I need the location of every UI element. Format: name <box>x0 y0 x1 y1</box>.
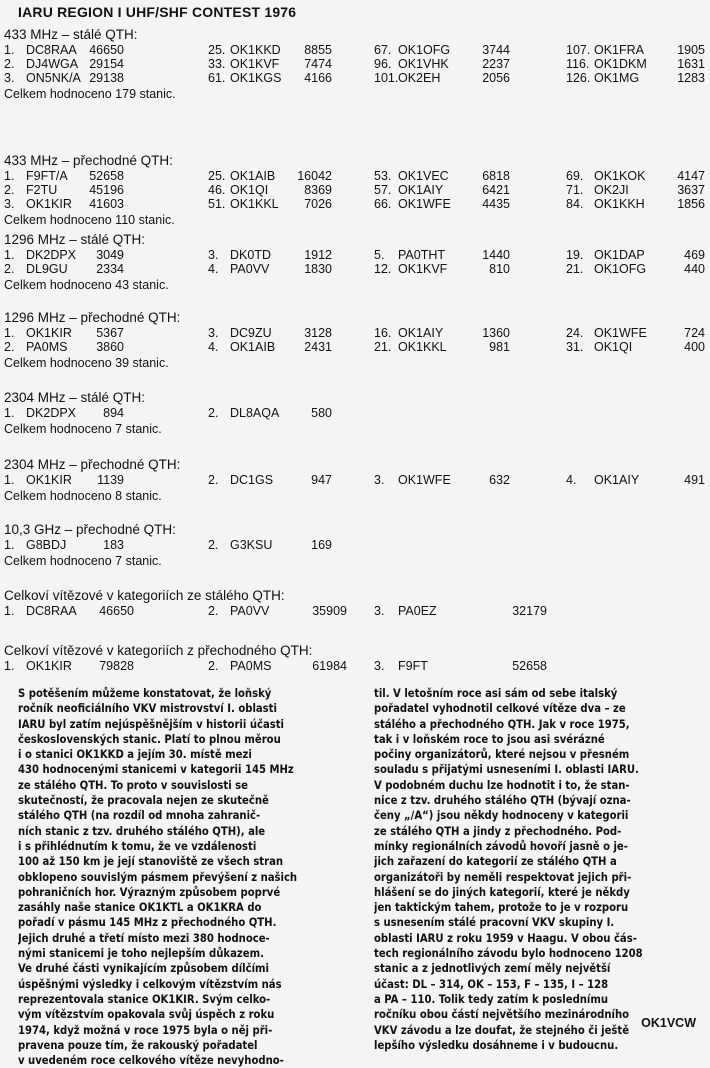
article-line: pořadí v pásmu 145 MHz z přechodného QTH. <box>18 916 277 930</box>
article-line: S potěšením můžeme konstatovat, že loňský <box>18 687 272 700</box>
section-total: Celkem hodnoceno 39 stanic. <box>4 356 169 370</box>
callsign: OK1KIR <box>26 197 72 211</box>
score: 400 <box>684 340 705 354</box>
score: 2237 <box>482 57 510 71</box>
rank: 3. <box>208 248 219 262</box>
section-header: 1296 MHz – stálé QTH: <box>4 232 146 247</box>
score: 1440 <box>482 248 510 262</box>
callsign: OK1WFE <box>594 326 647 340</box>
rank: 71. <box>566 183 584 197</box>
score: 947 <box>311 473 332 487</box>
score: 35909 <box>312 604 347 618</box>
result-row <box>0 406 710 420</box>
score: 1631 <box>677 57 705 71</box>
article-line: a PA – 110. Tolik tedy zatím k poslednímu <box>374 992 609 1006</box>
callsign: PA0THT <box>398 248 445 262</box>
article-line: 430 hodnocenými stanicemi v kategorii 145 MHz <box>18 763 294 777</box>
callsign: OK2EH <box>398 71 441 85</box>
callsign: OK1AIY <box>398 326 444 340</box>
callsign: OK1OFG <box>594 262 647 276</box>
rank: 16. <box>374 326 392 340</box>
score: 61984 <box>312 659 347 673</box>
callsign: OK1KIR <box>26 473 72 487</box>
score: 6818 <box>482 169 510 183</box>
result-row <box>0 183 710 197</box>
callsign: OK1KKH <box>594 197 645 211</box>
score: 16042 <box>297 169 332 183</box>
section-header: 433 MHz – přechodné QTH: <box>4 153 173 168</box>
rank: 67. <box>374 43 392 57</box>
callsign: DK0TD <box>230 248 271 262</box>
rank: 1. <box>4 473 15 487</box>
score: 45196 <box>89 183 124 197</box>
rank: 3. <box>374 659 385 673</box>
score: 41603 <box>89 197 124 211</box>
article-line: vým vítězstvím opakovala svůj úspěch z roku <box>18 1008 275 1022</box>
score: 183 <box>103 538 124 552</box>
section-total: Celkem hodnoceno 8 stanic. <box>4 489 162 503</box>
callsign: OK1WFE <box>398 197 451 211</box>
score: 29154 <box>89 57 124 71</box>
callsign: OK1VHK <box>398 57 449 71</box>
rank: 4. <box>208 340 219 354</box>
article-line: s usnesením stálé pracovní VKV skupiny I. <box>374 916 615 930</box>
score: 1360 <box>482 326 510 340</box>
article-line: ročník neoficiálního VKV mistrovství I. oblasti <box>18 702 277 716</box>
article-line: 1974, když možná v roce 1975 byla o něj při- <box>18 1023 273 1037</box>
rank: 1. <box>4 326 15 340</box>
article-left-column <box>18 686 355 1068</box>
article-line: pořadatel vyhodnotil celkové vítěze dva – ze <box>374 702 626 716</box>
rank: 24. <box>566 326 584 340</box>
score: 724 <box>684 326 705 340</box>
score: 1905 <box>677 43 705 57</box>
rank: 53. <box>374 169 392 183</box>
article-line: i o stanici OK1KKD a jejím 30. místě mezi <box>18 748 252 762</box>
article-line: ze stálého QTH. To proto v souvislosti se <box>18 778 248 792</box>
rank: 2. <box>4 340 15 354</box>
section-total: Celkem hodnoceno 7 stanic. <box>4 422 162 436</box>
score: 2056 <box>482 71 510 85</box>
rank: 116. <box>566 57 590 71</box>
article-line: IARU byl zatím nejúspěšnějším v historii účasti <box>18 717 284 731</box>
score: 810 <box>489 262 510 276</box>
article-line: československých stanic. Platí to plnou měrou <box>18 732 281 746</box>
result-row <box>0 659 710 673</box>
callsign: DJ4WGA <box>26 57 79 71</box>
rank: 3. <box>4 71 15 85</box>
score: 981 <box>489 340 510 354</box>
callsign: DL8AQA <box>230 406 280 420</box>
score: 169 <box>311 538 332 552</box>
section-header: Celkoví vítězové v kategoriích z přechodného QTH: <box>4 643 313 658</box>
callsign: OK1KKD <box>230 43 281 57</box>
article-right-column <box>374 686 704 1053</box>
article-line: tech regionálního závodu bylo hodnoceno 1208 <box>374 947 643 961</box>
score: 3637 <box>677 183 705 197</box>
callsign: OK1VEC <box>398 169 449 183</box>
article-line: zasáhly naše stanice OK1KTL a OK1KRA do <box>18 901 262 915</box>
rank: 3. <box>208 326 219 340</box>
callsign: OK1MG <box>594 71 640 85</box>
score: 8369 <box>304 183 332 197</box>
rank: 2. <box>208 473 219 487</box>
callsign: PA0VV <box>230 262 270 276</box>
callsign: PA0VV <box>230 604 270 618</box>
score: 469 <box>684 248 705 262</box>
score: 3128 <box>304 326 332 340</box>
rank: 33. <box>208 57 226 71</box>
article-line: Jejich druhé a třetí místo mezi 380 hodnoce- <box>18 931 270 945</box>
callsign: F2TU <box>26 183 58 197</box>
rank: 25. <box>208 169 226 183</box>
result-row <box>0 197 710 211</box>
callsign: PA0MS <box>26 340 68 354</box>
result-row <box>0 340 710 354</box>
callsign: PA0MS <box>230 659 272 673</box>
article-line: oblasti IARU z roku 1959 v Haagu. V obou čás- <box>374 931 637 945</box>
callsign: OK1FRA <box>594 43 645 57</box>
article-line: Ve druhé části vynikajícím způsobem dílčími <box>18 962 269 976</box>
callsign: OK1WFE <box>398 473 451 487</box>
rank: 2. <box>208 659 219 673</box>
score: 580 <box>311 406 332 420</box>
score: 2431 <box>304 340 332 354</box>
score: 4166 <box>304 71 332 85</box>
result-row <box>0 248 710 262</box>
article-line: ních stanic z tzv. druhého stálého QTH), ale <box>18 824 266 838</box>
callsign: OK1AIB <box>230 169 276 183</box>
rank: 61. <box>208 71 226 85</box>
rank: 1. <box>4 538 15 552</box>
score: 3860 <box>96 340 124 354</box>
callsign: OK1AIB <box>230 340 276 354</box>
callsign: DK2DPX <box>26 248 77 262</box>
result-row <box>0 71 710 85</box>
article-line: stanic a z jednotlivých zemí měly největší <box>374 962 611 976</box>
rank: 1. <box>4 169 15 183</box>
score: 1830 <box>304 262 332 276</box>
score: 46650 <box>89 43 124 57</box>
callsign: G3KSU <box>230 538 273 552</box>
article-line: tak i v loňském roce to jsou asi svérázné <box>374 732 605 746</box>
rank: 1. <box>4 248 15 262</box>
section-header: 10,3 GHz – přechodné QTH: <box>4 522 176 537</box>
callsign: OK1KGS <box>230 71 282 85</box>
page-title: IARU REGION I UHF/SHF CONTEST 1976 <box>18 4 297 20</box>
article-line: úspěšnými výsledky i celkovým vítězstvím nás <box>18 977 282 991</box>
score: 5367 <box>96 326 124 340</box>
rank: 1. <box>4 604 15 618</box>
score: 894 <box>103 406 124 420</box>
article-line: jen taktickým tahem, protože to je v rozporu <box>374 901 629 915</box>
article-line: skutečností, že pracovala nejen ze skutečně <box>18 794 269 808</box>
rank: 84. <box>566 197 584 211</box>
article-line: souladu s přijatými usneseními I. oblasti IARU. <box>374 763 639 777</box>
article-line: stálého a přechodného QTH. Jak v roce 1975, <box>374 717 630 731</box>
result-row <box>0 326 710 340</box>
rank: 2. <box>4 262 15 276</box>
score: 79828 <box>99 659 134 673</box>
callsign: DC8RAA <box>26 604 77 618</box>
result-row <box>0 538 710 552</box>
article-line: ze stálého QTH a jindy z přechodného. Pod- <box>374 824 622 838</box>
rank: 4. <box>208 262 219 276</box>
rank: 69. <box>566 169 584 183</box>
rank: 1. <box>4 406 15 420</box>
article-line: VKV závodu a lze doufat, že stejného či ještě <box>374 1023 630 1037</box>
callsign: OK1AIY <box>398 183 444 197</box>
article-line: i s přihlédnutím k tomu, že ve vzdálenosti <box>18 839 257 853</box>
rank: 51. <box>208 197 226 211</box>
article-line: reprezentovala stanice OK1KIR. Svým celko- <box>18 992 271 1006</box>
score: 1912 <box>304 248 332 262</box>
section-header: 2304 MHz – stálé QTH: <box>4 390 146 405</box>
rank: 25. <box>208 43 226 57</box>
article-line: čeny „/A“) jsou někdy hodnoceny v kategorii <box>374 809 629 823</box>
rank: 101. <box>374 71 399 85</box>
callsign: OK1AIY <box>594 473 640 487</box>
callsign: OK1KVF <box>230 57 280 71</box>
article-line: stálého QTH (na rozdíl od mnoha zahranič- <box>18 809 261 823</box>
rank: 3. <box>4 197 15 211</box>
score: 6421 <box>482 183 510 197</box>
article-line: nice z tzv. druhého stálého QTH (bývají ozna- <box>374 794 631 808</box>
callsign: OK1KOK <box>594 169 646 183</box>
section-header: 2304 MHz – přechodné QTH: <box>4 457 181 472</box>
callsign: PA0EZ <box>398 604 437 618</box>
callsign: DC8RAA <box>26 43 77 57</box>
callsign: OK1QI <box>230 183 269 197</box>
article-line: organizátoři by neměli respektovat jejich při- <box>374 870 632 884</box>
callsign: DL9GU <box>26 262 68 276</box>
rank: 66. <box>374 197 392 211</box>
callsign: G8BDJ <box>26 538 67 552</box>
score: 1139 <box>97 473 124 487</box>
article-line: pravena pouze tím, že rakouský pořadatel <box>18 1038 258 1052</box>
section-total: Celkem hodnoceno 110 stanic. <box>4 213 175 227</box>
rank: 3. <box>374 473 385 487</box>
score: 29138 <box>89 71 124 85</box>
article-line: nými stanicemi je toho nejlepším důkazem. <box>18 947 264 961</box>
score: 632 <box>489 473 510 487</box>
article-line: počiny organizátorů, které nejsou v přesném <box>374 748 630 762</box>
rank: 126. <box>566 71 591 85</box>
article-line: V podobném duchu lze hodnotit i to, že stan- <box>374 778 630 792</box>
article-line: pohraničních hor. Výrazným způsobem poprvé <box>18 885 281 899</box>
callsign: ON5NK/A <box>26 71 81 85</box>
score: 491 <box>684 473 705 487</box>
article-line: hlášení se do jiných kategorií, které je někdy <box>374 885 630 899</box>
rank: 3. <box>374 604 385 618</box>
rank: 1. <box>4 43 15 57</box>
rank: 46. <box>208 183 226 197</box>
score: 1856 <box>677 197 705 211</box>
rank: 2. <box>4 57 15 71</box>
article-line: v uvedeném roce celkového vítěze nevyhodno- <box>18 1054 284 1068</box>
callsign: OK1OFG <box>398 43 451 57</box>
score: 2334 <box>96 262 124 276</box>
score: 7474 <box>304 57 332 71</box>
article-line: lepšího výsledku dosáhneme i v budoucnu. <box>374 1038 619 1052</box>
result-row <box>0 604 710 618</box>
rank: 4. <box>566 473 577 487</box>
result-row <box>0 43 710 57</box>
rank: 5. <box>374 248 385 262</box>
article-line: účast: DL – 314, OK – 153, F – 135, I – 128 <box>374 977 609 991</box>
score: 46650 <box>99 604 134 618</box>
article-line: obklopeno souvislým pásmem převýšení z našich <box>18 870 298 884</box>
section-total: Celkem hodnoceno 7 stanic. <box>4 554 162 568</box>
article-line: ročníku obou částí největšího mezinárodního <box>374 1008 630 1022</box>
score: 8855 <box>304 43 332 57</box>
section-total: Celkem hodnoceno 43 stanic. <box>4 278 169 292</box>
callsign: DC1GS <box>230 473 274 487</box>
section-header: 1296 MHz – přechodné QTH: <box>4 310 181 325</box>
score: 4435 <box>482 197 510 211</box>
rank: 31. <box>566 340 584 354</box>
result-row <box>0 57 710 71</box>
article-line: til. V letošním roce asi sám od sebe italský <box>374 687 618 700</box>
section-total: Celkem hodnoceno 179 stanic. <box>4 87 176 101</box>
callsign: F9FT/A <box>26 169 68 183</box>
result-row <box>0 473 710 487</box>
callsign: OK1KIR <box>26 326 72 340</box>
article-line: 100 až 150 km je její stanoviště ze všech stran <box>18 855 284 869</box>
callsign: DK2DPX <box>26 406 77 420</box>
score: 1283 <box>677 71 705 85</box>
rank: 21. <box>374 340 392 354</box>
result-row <box>0 262 710 276</box>
callsign: F9FT <box>398 659 428 673</box>
callsign: OK1KIR <box>26 659 72 673</box>
rank: 19. <box>566 248 584 262</box>
article-line: jich zařazení do kategorií ze stálého QTH a <box>374 855 617 869</box>
callsign: OK1DAP <box>594 248 645 262</box>
result-row <box>0 169 710 183</box>
callsign: OK1QI <box>594 340 633 354</box>
callsign: DC9ZU <box>230 326 272 340</box>
callsign: OK1KVF <box>398 262 448 276</box>
score: 32179 <box>512 604 547 618</box>
rank: 96. <box>374 57 392 71</box>
article-line: mínky regionálních závodů hovoří jasně o je- <box>374 839 628 853</box>
rank: 2. <box>208 604 219 618</box>
callsign: OK1KKL <box>398 340 447 354</box>
score: 7026 <box>304 197 332 211</box>
rank: 1. <box>4 659 15 673</box>
section-header: Celkoví vítězové v kategoriích ze stálého QTH: <box>4 588 285 603</box>
score: 4147 <box>677 169 705 183</box>
score: 52658 <box>512 659 547 673</box>
score: 52658 <box>89 169 124 183</box>
callsign: OK1KKL <box>230 197 279 211</box>
rank: 107. <box>566 43 591 57</box>
rank: 2. <box>208 538 219 552</box>
rank: 2. <box>4 183 15 197</box>
score: 3744 <box>482 43 510 57</box>
section-header: 433 MHz – stálé QTH: <box>4 27 138 42</box>
callsign: OK2JI <box>594 183 629 197</box>
rank: 12. <box>374 262 392 276</box>
rank: 2. <box>208 406 219 420</box>
callsign: OK1DKM <box>594 57 647 71</box>
score: 440 <box>684 262 705 276</box>
rank: 21. <box>566 262 584 276</box>
article-signature: OK1VCW <box>641 1016 696 1030</box>
rank: 57. <box>374 183 392 197</box>
score: 3049 <box>96 248 124 262</box>
